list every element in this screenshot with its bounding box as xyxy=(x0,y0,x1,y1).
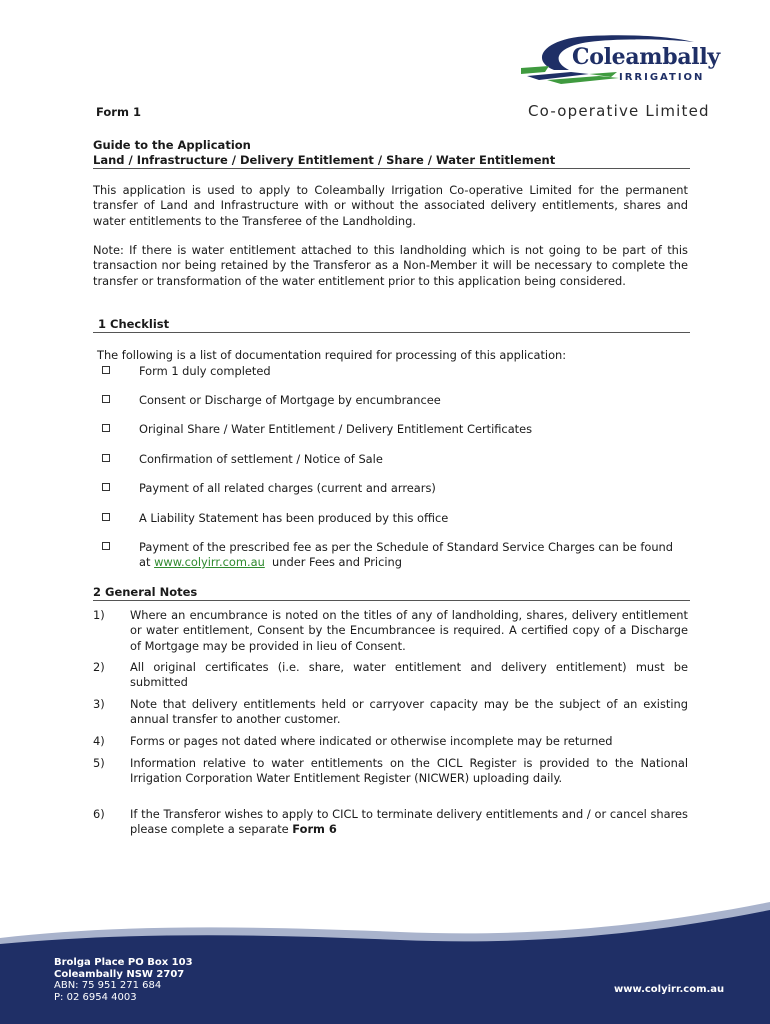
note-text xyxy=(130,807,688,838)
note-text: Where an encumbrance is noted on the titles of any of landholding, shares, delivery entitlement or water entitlement, Consent by the Encumbrancee is required. A certified copy of a Discharge of Mortgage may be provided in lieu of Consent. xyxy=(130,608,688,653)
guide-subtitle: Land / Infrastructure / Delivery Entitlement / Share / Water Entitlement xyxy=(93,153,556,167)
checklist-intro: The following is a list of documentation required for processing of this application: xyxy=(97,348,567,362)
intro-paragraph: This application is used to apply to Coleambally Irrigation Co-operative Limited for the permanent transfer of Land and Infrastructure with or without the associated delivery entitlements, shares and water entitlements to the Transferee of the Landholding. xyxy=(93,183,688,228)
checkbox[interactable] xyxy=(102,542,110,550)
checklist-item-label: Original Share / Water Entitlement / Delivery Entitlement Certificates xyxy=(139,422,533,436)
checkbox[interactable] xyxy=(102,454,110,462)
divider xyxy=(93,600,690,601)
checkbox[interactable] xyxy=(102,513,110,521)
fee-text: Payment of the prescribed fee as per the Schedule of Standard Service Charges can be found at xyxy=(139,540,673,569)
divider xyxy=(93,168,690,169)
footer-address-line2: Coleambally NSW 2707 xyxy=(54,968,185,980)
checklist-item-label: Payment of all related charges (current and arrears) xyxy=(139,481,436,495)
checkbox[interactable] xyxy=(102,424,110,432)
checklist-item-label: Confirmation of settlement / Notice of Sale xyxy=(139,452,383,466)
note-paragraph: Note: If there is water entitlement attached to this landholding which is not going to be part of this transaction nor being retained by the Transferor as a Non-Member it will be necessary to complete the transfer or transformation of the water entitlement prior to this application being considered. xyxy=(93,243,688,288)
footer-phone: P: 02 6954 4003 xyxy=(54,991,137,1003)
checklist-item-label: A Liability Statement has been produced by this office xyxy=(139,511,449,525)
logo-name: Coleambally xyxy=(572,44,720,70)
note-number: 1) xyxy=(93,608,105,622)
note-text: Forms or pages not dated where indicated or otherwise incomplete may be returned xyxy=(130,734,613,748)
checklist-item-label xyxy=(139,540,687,570)
fee-text-suffix: under Fees and Pricing xyxy=(264,555,402,569)
footer-address-line1: Brolga Place PO Box 103 xyxy=(54,957,193,968)
note-number: 2) xyxy=(93,660,105,674)
footer-address xyxy=(54,957,193,1003)
checkbox[interactable] xyxy=(102,483,110,491)
note-number: 5) xyxy=(93,756,105,770)
guide-heading xyxy=(93,138,690,168)
form-label: Form 1 xyxy=(96,105,141,119)
divider xyxy=(93,332,690,333)
checklist-item-label: Form 1 duly completed xyxy=(139,364,271,378)
note-text: All original certificates (i.e. share, water entitlement and delivery entitlement) must be submitted xyxy=(130,660,688,690)
checkbox[interactable] xyxy=(102,366,110,374)
note-text: Note that delivery entitlements held or carryover capacity may be the subject of an existing annual transfer to another customer. xyxy=(130,697,688,727)
note-text-body: If the Transferor wishes to apply to CICL to terminate delivery entitlements and / or cancel shares please complete a separate xyxy=(130,807,688,837)
form-6-reference: Form 6 xyxy=(292,822,337,837)
checkbox[interactable] xyxy=(102,395,110,403)
note-number: 6) xyxy=(93,807,105,821)
website-link[interactable]: www.colyirr.com.au xyxy=(154,555,265,569)
note-text: Information relative to water entitlements on the CICL Register is provided to the National Irrigation Corporation Water Entitlement Register (NICWER) uploading daily. xyxy=(130,756,688,786)
general-notes-heading: 2 General Notes xyxy=(93,585,198,599)
checklist-heading: 1 Checklist xyxy=(98,317,170,331)
note-number: 3) xyxy=(93,697,105,711)
company-logo xyxy=(519,30,734,92)
footer-website[interactable]: www.colyirr.com.au xyxy=(614,984,725,995)
checklist-item-label: Consent or Discharge of Mortgage by encumbrancee xyxy=(139,393,441,407)
note-number: 4) xyxy=(93,734,105,748)
logo-subtitle: IRRIGATION xyxy=(619,72,705,83)
footer-abn: ABN: 75 951 271 684 xyxy=(54,980,162,991)
guide-title: Guide to the Application xyxy=(93,138,251,152)
company-subtitle: Co-operative Limited xyxy=(528,102,710,120)
